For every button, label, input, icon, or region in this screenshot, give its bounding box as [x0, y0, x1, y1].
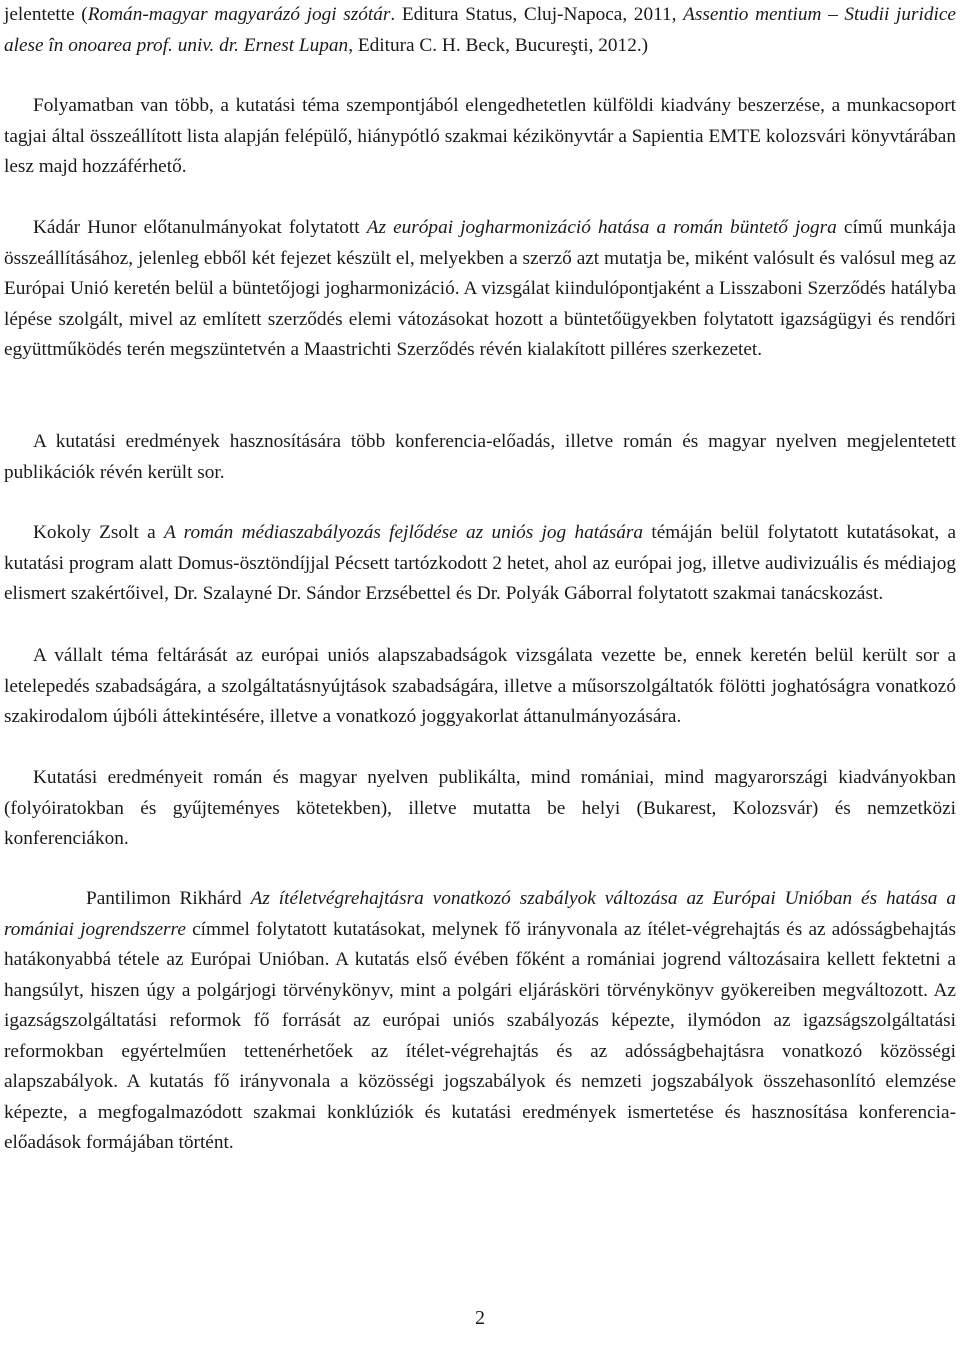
text-run: . Editura Status, Cluj-Napoca, 2011,: [390, 4, 684, 25]
text-run: témáján belül folytatott kutatásokat, a kutatási program alatt Domus-ösztöndíjjal Pécsett tartózkodott 2 hetet, ahol az európai jog, illetve audivizuális és médiajog elismert szakértőivel, Dr. Szalayné Dr. Sándor Erzsébettel és Dr. Polyák Gáborral folytatott szakmai tanácskozást.: [4, 522, 957, 604]
paragraph-kadar-hunor: [4, 213, 956, 366]
text-run: , Editura C. H. Beck, Bucureşti, 2012.): [348, 34, 649, 56]
text-run: címmel folytatott kutatásokat, melynek fő irányvonala az ítélet-végrehajtás és az adósságbehajtás hatákonyabbá tétele az Európai Unióban. A kutatás első évében főként a romániai jogrend változásaira kellett fektetni a hangsúlyt, hiszen úgy a polgárjogi törvénykönyv, mint a polgári eljárásköri törvénykönyv gyökereiben megváltozott. Az igazságszolgáltatási reformok fő forrását az európai uniós szabályozás képezte, ilymódon az igazságszolgáltatási reformokban egyértelműen tettenérhetőek az ítélet-végrehajtás és az adósságbehajtásra vonatkozó közösségi alapszabályok. A kutatás fő irányvonala a közösségi jogszabályok és nemzeti jogszabályok összehasonlító elemzése képezte, a megfogalmazódott szakmai konklúziók és kutatási eredmények ismertetése és hasznosítása konferencia-előadások formájában történt.: [4, 918, 956, 1153]
italic-title: Román-magyar magyarázó jogi szótár: [87, 4, 391, 25]
italic-title: Az ítéletvégrehajtásra vonatkozó szabályok változása az Európai Unióban és hatása a romániai jogrendszerre: [4, 888, 957, 940]
paragraph-pantilimon-rikhard: [4, 884, 956, 1159]
paragraph-library-acquisition: Folyamatban van több, a kutatási téma szempontjából elengedhetetlen külföldi kiadvány beszerzése, a munkacsoport tagjai által összeállított lista alapján felépülő, hiánypótló szakmai kézikönyvtár a Sapientia EMTE kolozsvári könyvtárában lesz majd hozzáférhető.: [4, 95, 956, 177]
paragraph-kadar-results: A kutatási eredmények hasznosítására több konferencia-előadás, illetve román és magyar nyelven megjelentetett publikációk révén került sor.: [4, 431, 956, 483]
text-run: című munkája összeállításához, jelenleg ebből két fejezet készült el, melyekben a szerző azt mutatja be, miként valósult és valósul meg az Európai Unió keretén belül a büntetőjogi jogharmonizáció. A vizsgálat kiindulópontjaként a Lisszaboni Szerződés hatályba lépése szolgált, mivel az említett szerződés elemi vátozásokat hozott a büntetőügyekben folytatott igazságügyi és rendőri együttműködés terén megszüntetvén a Maastrichti Szerződés révén kialakított pilléres szerkezetet.: [4, 217, 956, 360]
page-number: 2: [475, 1307, 485, 1329]
paragraph-kokoly-results: Kutatási eredményeit román és magyar nyelven publikálta, mind romániai, mind magyarországi kiadványokban (folyóiratokban és gyűjteményes kötetekben), illetve mutatta be helyi (Bukarest, Kolozsvár) és nemzetközi konferenciákon.: [4, 767, 956, 849]
italic-title: A román médiaszabályozás fejlődése az uniós jog hatására: [163, 522, 644, 543]
italic-title: Az európai jogharmonizáció hatása a román büntető jogra: [366, 217, 837, 238]
text-run: Pantilimon Rikhárd: [86, 888, 251, 909]
text-run: jelentette (: [4, 4, 88, 25]
paragraph-dictionary-publications: [4, 0, 956, 61]
text-run: Kádár Hunor előtanulmányokat folytatott: [33, 217, 367, 238]
paragraph-kokoly-zsolt: [4, 518, 956, 610]
italic-title: Assentio mentium – Studii juridice alese în onoarea prof. univ. dr. Ernest Lupan: [4, 4, 956, 56]
text-run: Kokoly Zsolt a: [33, 522, 164, 543]
paragraph-kokoly-topic: A vállalt téma feltárását az európai uniós alapszabadságok vizsgálata vezette be, ennek keretén belül került sor a letelepedés szabadságára, a szolgáltatásnyújtások szabadságára, illetve a műsorszolgáltatók fölötti joghatóságra vonatkozó szakirodalom újbóli áttekintésére, illetve a vonatkozó joggyakorlat áttanulmányozására.: [4, 645, 956, 727]
